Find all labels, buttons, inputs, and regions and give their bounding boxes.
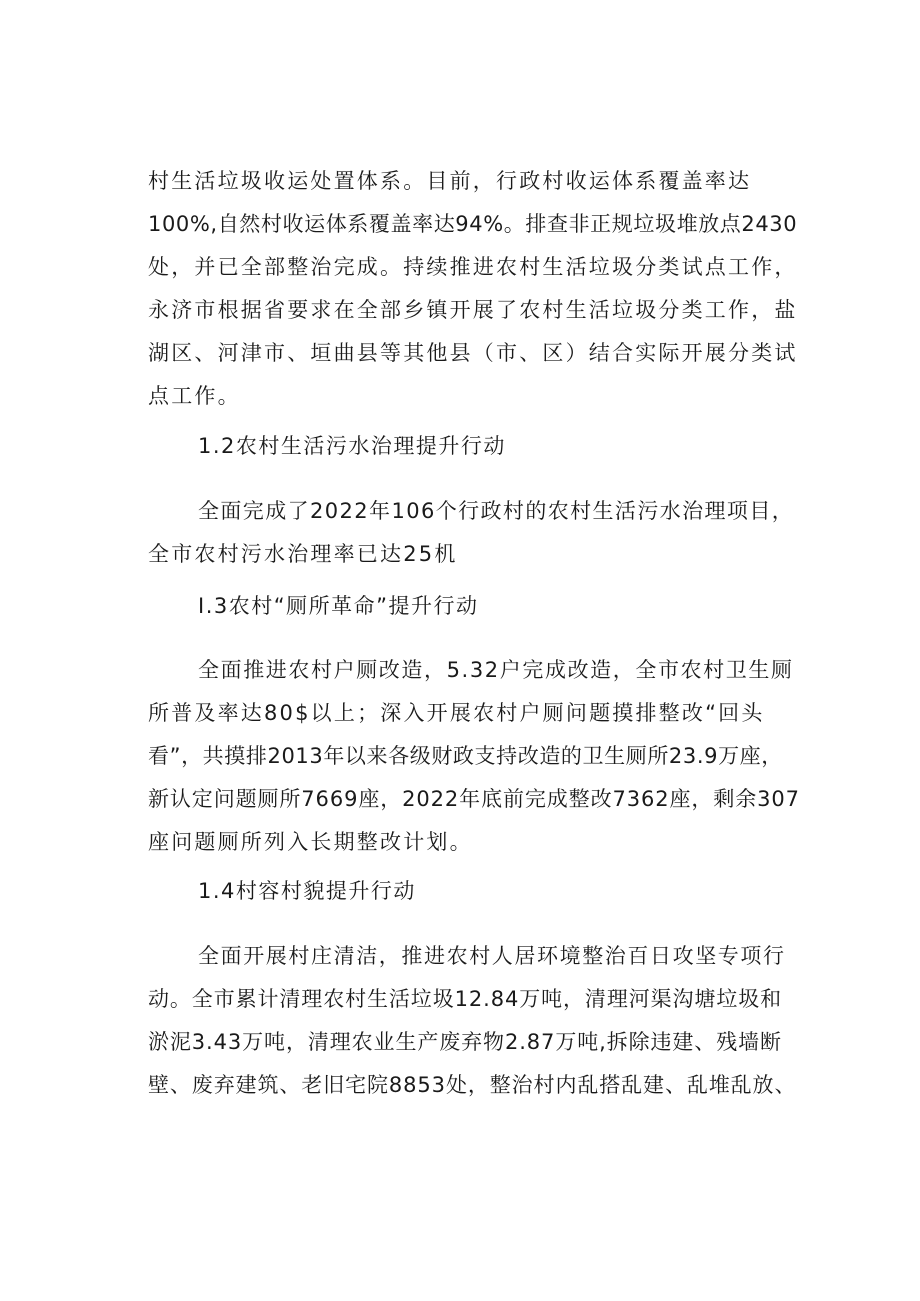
text-line: 动。全市累计清理农村生活垃圾12.84万吨，清理河渠沟塘垃圾和 [148,987,783,1011]
text-line: 处，并已全部整治完成。持续推进农村生活垃圾分类试点工作， [148,255,798,279]
text-line: 壁、废弃建筑、老旧宅院8853处，整治村内乱搭乱建、乱堆乱放、 [148,1073,797,1097]
text-line: 看”，共摸排2013年以来各级财政支持改造的卫生厕所23.9万座， [148,744,783,768]
text-line: 新认定问题厕所7669座，2022年底前完成整改7362座，剩余307 [148,787,800,811]
section-heading-toilet: I.3农村“厕所革命”提升行动 [198,594,479,618]
text-line: 永济市根据省要求在全部乡镇开展了农村生活垃圾分类工作，盐 [148,298,798,322]
text-line: 全面完成了2022年106个行政村的农村生活污水治理项目， [198,499,795,523]
text-line: 全面推进农村户厕改造，5.32户完成改造，全市农村卫生厕 [198,658,794,682]
section-heading-village: 1.4村容村貌提升行动 [198,879,416,903]
text-line: 全市农村污水治理率已达25机 [148,542,458,566]
section-heading-sewage: 1.2农村生活污水治理提升行动 [198,434,506,458]
text-line: 所普及率达80$以上；深入开展农村户厕问题摸排整改“回头 [148,701,765,725]
text-line: 100%,自然村收运体系覆盖率达94%。排查非正规垃圾堆放点2430 [148,212,798,236]
text-line: 湖区、河津市、垣曲县等其他县（市、区）结合实际开展分类试 [148,341,798,365]
text-line: 座问题厕所列入长期整改计划。 [148,830,473,854]
text-line: 淤泥3.43万吨，清理农业生产废弃物2.87万吨,拆除违建、残墙断 [148,1030,782,1054]
text-line: 村生活垃圾收运处置体系。目前，行政村收运体系覆盖率达 [148,169,752,193]
text-line: 点工作。 [148,384,241,408]
text-line: 全面开展村庄清洁，推进农村人居环境整治百日攻坚专项行 [198,944,786,968]
